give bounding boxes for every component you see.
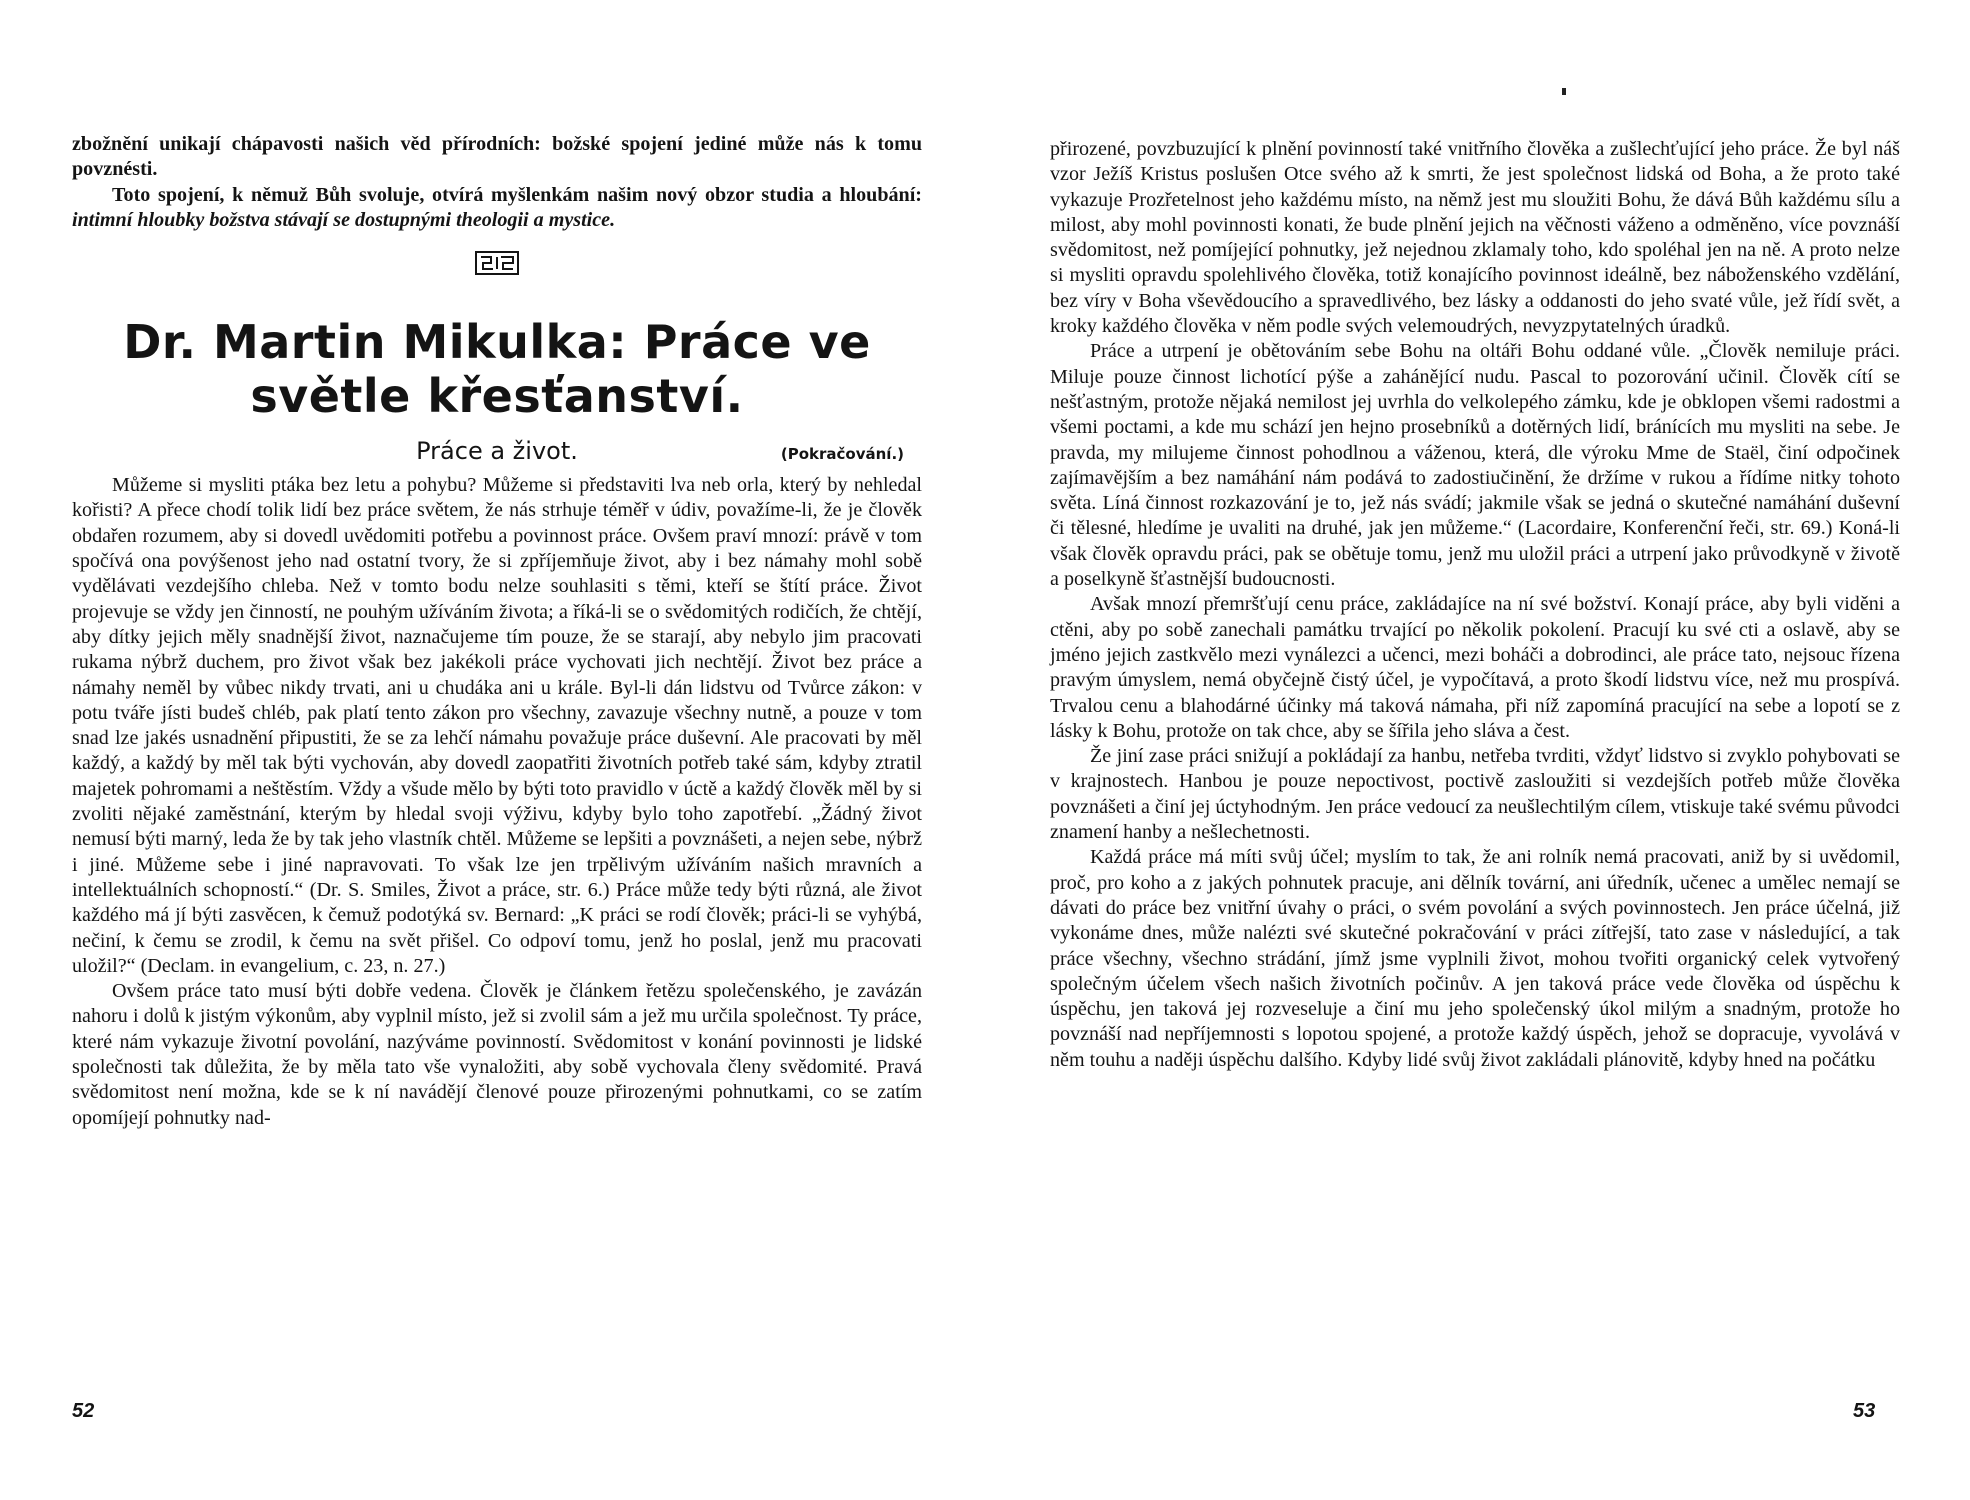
body-paragraph: Že jiní zase práci snižují a pokládají za hanbu, netřeba tvrditi, vždyť lidstvo si zvyklo pohybovati se v krajnostech. Hanbou je pouze nepoctivost, poctivě zasloužiti si vezdejších potřeb může člověka povznášeti a činí jej úctyhodným. Jen práce vedoucí za neušlechtilým cílem, vtiskuje také svému původci znamení hanby a nešlechetnosti. (1050, 745, 1900, 844)
body-paragraph: Ovšem práce tato musí býti dobře vedena. Člověk je článkem řetězu společenského, je zavázán nahoru i dolů k jistým výkonům, aby vyplnil místo, jež si zvolil sám a jež mu určila společnost. Ty práce, které nám vykazuje životní povolání, nazýváme povinností. Svědomitost v konání povinnosti je lidské společnosti tak důležita, že by měla tato vše vynaložiti, aby sobě vychovala členy svědomité. Pravá svědomitost není možna, kde se k ní navádějí členové pouze přirozenými pohnutkami, co se zatím opomíjejí pohnutky nad- (72, 980, 922, 1129)
print-speck (1562, 88, 1566, 95)
intro-emphasis: intimní hloubky božstva stávají se dostupnými theologii a mystice. (72, 208, 616, 231)
ornament-icon (475, 251, 519, 275)
body-paragraph: Každá práce má míti svůj účel; myslím to tak, že ani rolník nemá pracovati, aniž by si uvědomil, proč, pro koho a z jakých pohnutek pracuje, ani dělník tovární, ani úředník, učenec a umělec nemají se dávati do práce bez vnitřní úvahy o práci, o svém povolání a svých povinnostech. Jen práce účelná, již vykonáme dnes, může nalézti své skutečné pokračování v práci zítřejší, tato zase v následující, a tak práce všechny, všechno strádání, jímž jsme vyplnili život, mohou tvořiti organický celek vytvořený společným účelem všech našich životních počinův. A jen taková práce vede člověka od úspěchu k úspěchu, jen taková jej rozveseluje a činí mu jeho společenský úkol milým a snadným, protože ho povznáší nad nepříjemnosti s lopotou spojené, a protože každý úspěch, jehož se dopracuje, vyvolává v něm touhu a naději úspěchu dalšího. Kdyby lidé svůj život zakládali plánovitě, kdyby hned na počátku (1050, 846, 1900, 1071)
article-title: Dr. Martin Mikulka: Práce ve světle křesťanství. (123, 315, 871, 424)
body-paragraph: Práce a utrpení je obětováním sebe Bohu na oltáři Bohu oddané vůle. „Člověk nemiluje práci. Miluje pouze činnost lichotící pýše a zahánějící nudu. Pascal to pozorování učinil. Člověk cítí se nešťastným, protože nějaká nemilost jej uvrhla do velkolepého zámku, kde je obklopen všemi radostmi a všemi poctami, a kde mu schází jen hejno prosebníků a dotěrných lidí, bránících mu mysliti na sebe. Je pravda, my milujeme činnost pohodlnou a váženou, která, dle výroku Mme de Staël, činí odpočinek zajímavějším a bez namáhání nám podává to zadostiučinění, že držíme v rukou a řídíme nitky tohoto světa. Líná činnost rozkazování je to, jež nás svádí; jakmile však se jedná o skutečné namáhání duševní či tělesné, hledíme je uvaliti na druhé, jak jen můžeme.“ (Lacordaire, Konferenční řeči, str. 69.) Koná-li však člověk opravdu práci, pak se obětuje tomu, jenž mu uložil práci a utrpení jako průvodkyně v životě a poselkyně šťastnější budoucnosti. (1050, 340, 1900, 591)
body-paragraph: Avšak mnozí přemršťují cenu práce, zakládajíce na ní své božství. Konají práce, aby byli viděni a ctěni, aby po sobě zanechali památku trvající po několik pokolení. Pracují ku své cti a oslavě, aby se jméno jejich zastkvělo mezi vynálezci a učenci, mezi boháči a dobrodinci, ale práce tato, nejsouc řízena pravým úmyslem, nemá obyčejně čistý účel, je vypočítavá, a proto škodí lidstvu více, než mu prospívá. Trvalou cenu a blahodárné účinky má taková námaha, při níž zapomíná pracující na sebe a lopotí se z lásky k Bohu, protože on tak chce, aby se šířila jeho sláva a čest. (1050, 593, 1900, 742)
right-text-column (1050, 137, 1900, 1073)
intro-text: Toto spojení, k němuž Bůh svoluje, otvírá myšlenkám našim nový obzor studia a hloubání: (112, 183, 922, 206)
continued-label: (Pokračování.) (780, 445, 904, 464)
section-heading-row (72, 435, 922, 469)
section-title: Práce a život. (416, 437, 578, 466)
intro-paragraph-1: zbožnění unikají chápavosti našich věd přírodních: božské spojení jediné může nás k tomu povznésti. (72, 133, 922, 181)
page-number: 52 (72, 1400, 95, 1422)
left-text-column (72, 132, 922, 1131)
body-paragraph: přirozené, povzbuzující k plnění povinností také vnitřního člověka a zušlechťující jeho práce. Že byl náš vzor Ježíš Kristus poslušen Otce svého až k smrti, že jest společnost lidská od Boha, a že proto také vykazuje Prozřetelnost jeho každému místo, na němž jest mu sloužiti Bohu, že dává Bůh každému sílu a milost, aby mohl povinnosti konati, že bude plnění jejich na věčnosti váženo a odměněno, více povznáší svědomitost, než pomíjející pohnutky, jež nejednou zklamaly toho, kdo spoléhal jen na ně. A proto nelze si mysliti opravdu spolehlivého člověka, totiž konajícího povinnost ideálně, bez náboženského vzdělání, bez víry v Boha vševědoucího a spravedlivého, bez lásky a oddanosti do jeho svaté vůle, jež řídí svět, a kroky každého člověka v něm podle svých velemoudrých, nevyzpytatelných úradků. (1050, 138, 1900, 338)
page-number: 53 (1853, 1400, 1876, 1422)
body-paragraph: Můžeme si mysliti ptáka bez letu a pohybu? Můžeme si představiti lva neb orla, který by nehledal kořisti? A přece chodí tolik lidí bez práce světem, že nás strhuje téměř v údiv, považíme-li, že je člověk obdařen rozumem, aby si dovedl uvědomiti potřebu a povinnost práce. Ovšem praví mnozí: právě v tom spočívá ona povýšenost jeho nad ostatní tvory, že si zpříjemňuje život, aby i bez námahy mohl sobě vydělávati vezdejšího chleba. Než v tomto bodu nelze souhlasiti s těmi, kteří se štítí práce. Život projevuje se vždy jen činností, ne pouhým užíváním života; a říká-li se o svědomitých rodičích, že chtějí, aby dítky jejich měly snadnější život, naznačujeme tím pouze, že se starají, aby nebylo jim pracovati rukama nýbrž duchem, pro život však bez jakékoli práce vychovati jich nechtějí. Život bez práce a námahy neměl by vůbec nikdy trvati, ani u chudáka ani u krále. Byl-li dán lidstvu od Tvůrce zákon: v potu tváře jísti budeš chléb, pak platí tento zákon pro všechny, zavazuje všechny nutně, a pouze v tom snad lze jakés usnadnění připustiti, že se za lehčí námahu považuje práce duševní. Ale pracovati by měl každý, a každý by měl tak býti vychován, aby dovedl zaopatřiti životních potřeb také sám, kdyby ztratil majetek pohromami a neštěstím. Vždy a všude mělo by býti toto pravidlo v úctě a každý člověk měl by si zvoliti nějaké zaměstnání, kterým by hledal svoji výživu, kdyby bylo toho zapotřebí. „Žádný život nemusí býti marný, leda že by tak jeho vlastník chtěl. Můžeme se lepšiti a povznášeti, a nejen sebe, nýbrž i jiné. Můžeme sebe i jiné napravovati. To však lze jen trpělivým užíváním našich mravních a intellektuálních schopností.“ (Dr. S. Smiles, Život a práce, str. 6.) Práce může tedy býti různá, ale život každého má jí býti zasvěcen, k čemuž podotýká sv. Bernard: „K práci se rodí člověk; práci-li se vyhýbá, nečiní, k čemu se zrodil, k čemu na svět přišel. Co odpoví tomu, jenž ho poslal, jenž mu pracovati uložil?“ (Declam. in evangelium, c. 23, n. 27.) (72, 474, 922, 977)
intro-paragraph-2 (72, 183, 922, 234)
right-page (985, 0, 1970, 1500)
